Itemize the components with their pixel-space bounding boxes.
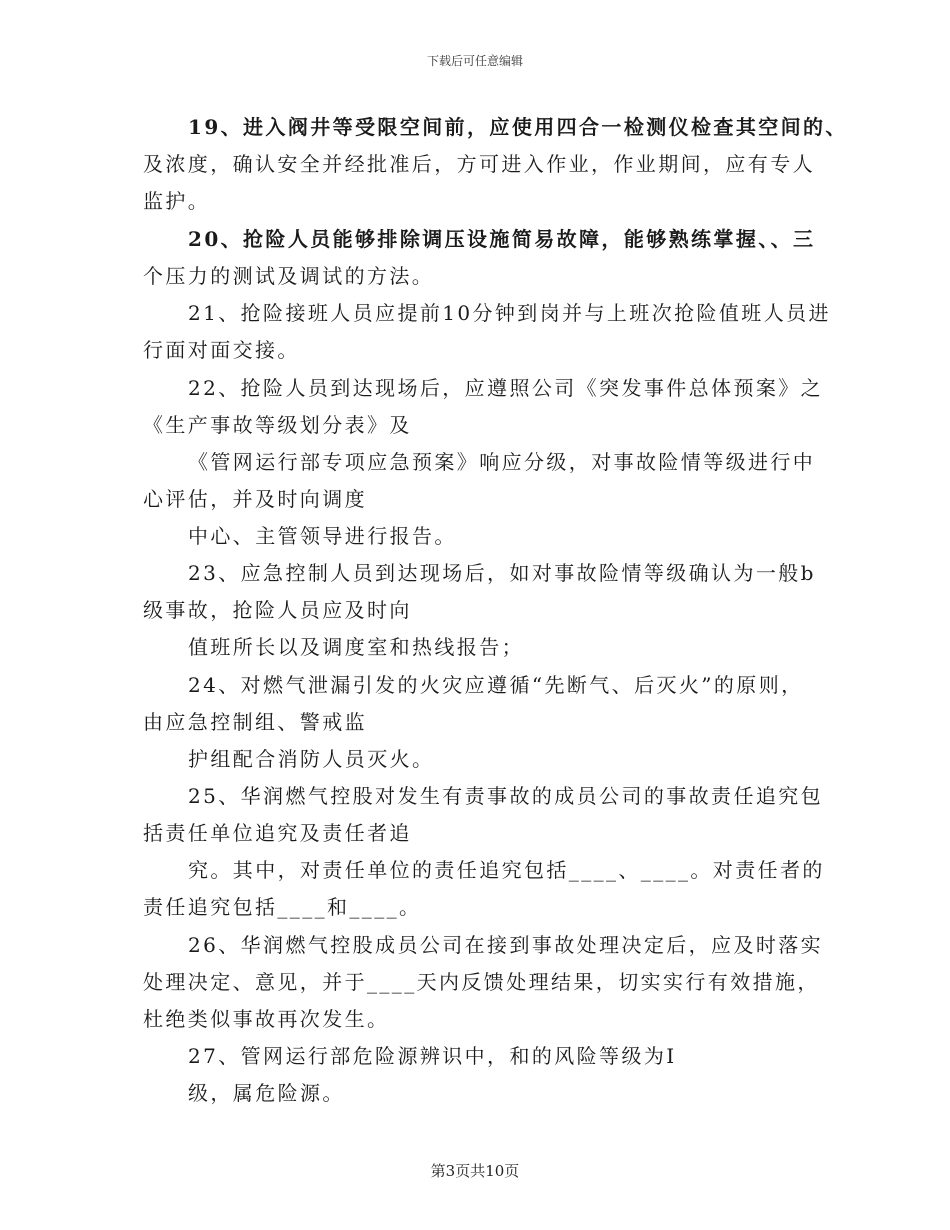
text-line: 括责任单位追究及责任者追 xyxy=(143,821,412,845)
text-line: 22、抢险人员到达现场后，应遵照公司《突发事件总体预案》之 xyxy=(188,376,824,400)
text-line: 由应急控制组、警戒监 xyxy=(143,710,367,734)
text-line: 行面对面交接。 xyxy=(143,338,300,362)
text-line: 监护。 xyxy=(143,189,211,213)
page-number: 第3页共10页 xyxy=(430,1162,520,1180)
text-line: 杜绝类似事故再次发生。 xyxy=(143,1007,390,1031)
text-line: 心评估，并及时向调度 xyxy=(143,487,367,511)
text-line: 究。其中，对责任单位的责任追究包括____、____。对责任者的 xyxy=(188,858,825,882)
text-line: 个压力的测试及调试的方法。 xyxy=(143,264,435,288)
text-line: 21、抢险接班人员应提前10分钟到岗并与上班次抢险值班人员进 xyxy=(188,301,831,325)
text-line: 级，属危险源。 xyxy=(188,1081,345,1105)
text-line: 级事故，抢险人员应及时向 xyxy=(143,598,412,622)
text-line: 及浓度，确认安全并经批准后，方可进入作业，作业期间，应有专人 xyxy=(143,152,815,176)
text-line: 护组配合消防人员灭火。 xyxy=(188,747,435,771)
page-header: 下载后可任意编辑 xyxy=(426,54,523,68)
text-line: 23、应急控制人员到达现场后，如对事故险情等级确认为一般b xyxy=(188,561,816,585)
text-line: 中心、主管领导进行报告。 xyxy=(188,524,457,548)
text-line: 19、进入阀井等受限空间前，应使用四合一检测仪检查其空间的、 xyxy=(188,115,848,139)
text-line: 26、华润燃气控股成员公司在接到事故处理决定后，应及时落实 xyxy=(188,933,824,957)
text-line: 值班所长以及调度室和热线报告； xyxy=(188,635,524,659)
text-line: 27、管网运行部危险源辨识中，和的风险等级为Ⅰ xyxy=(188,1044,677,1068)
text-line: 处理决定、意见，并于____天内反馈处理结果，切实实行有效措施， xyxy=(143,970,820,994)
text-line: 责任追究包括____和____。 xyxy=(143,895,422,919)
text-line: 《生产事故等级划分表》及 xyxy=(143,413,412,437)
text-line: 25、华润燃气控股对发生有责事故的成员公司的事故责任追究包 xyxy=(188,784,824,808)
text-line: 20、抢险人员能够排除调压设施简易故障，能够熟练掌握、、三 xyxy=(188,227,816,251)
text-line: 《管网运行部专项应急预案》响应分级，对事故险情等级进行中 xyxy=(188,450,816,474)
text-line: 24、对燃气泄漏引发的火灾应遵循“先断气、后灭火”的原则， xyxy=(188,673,804,697)
